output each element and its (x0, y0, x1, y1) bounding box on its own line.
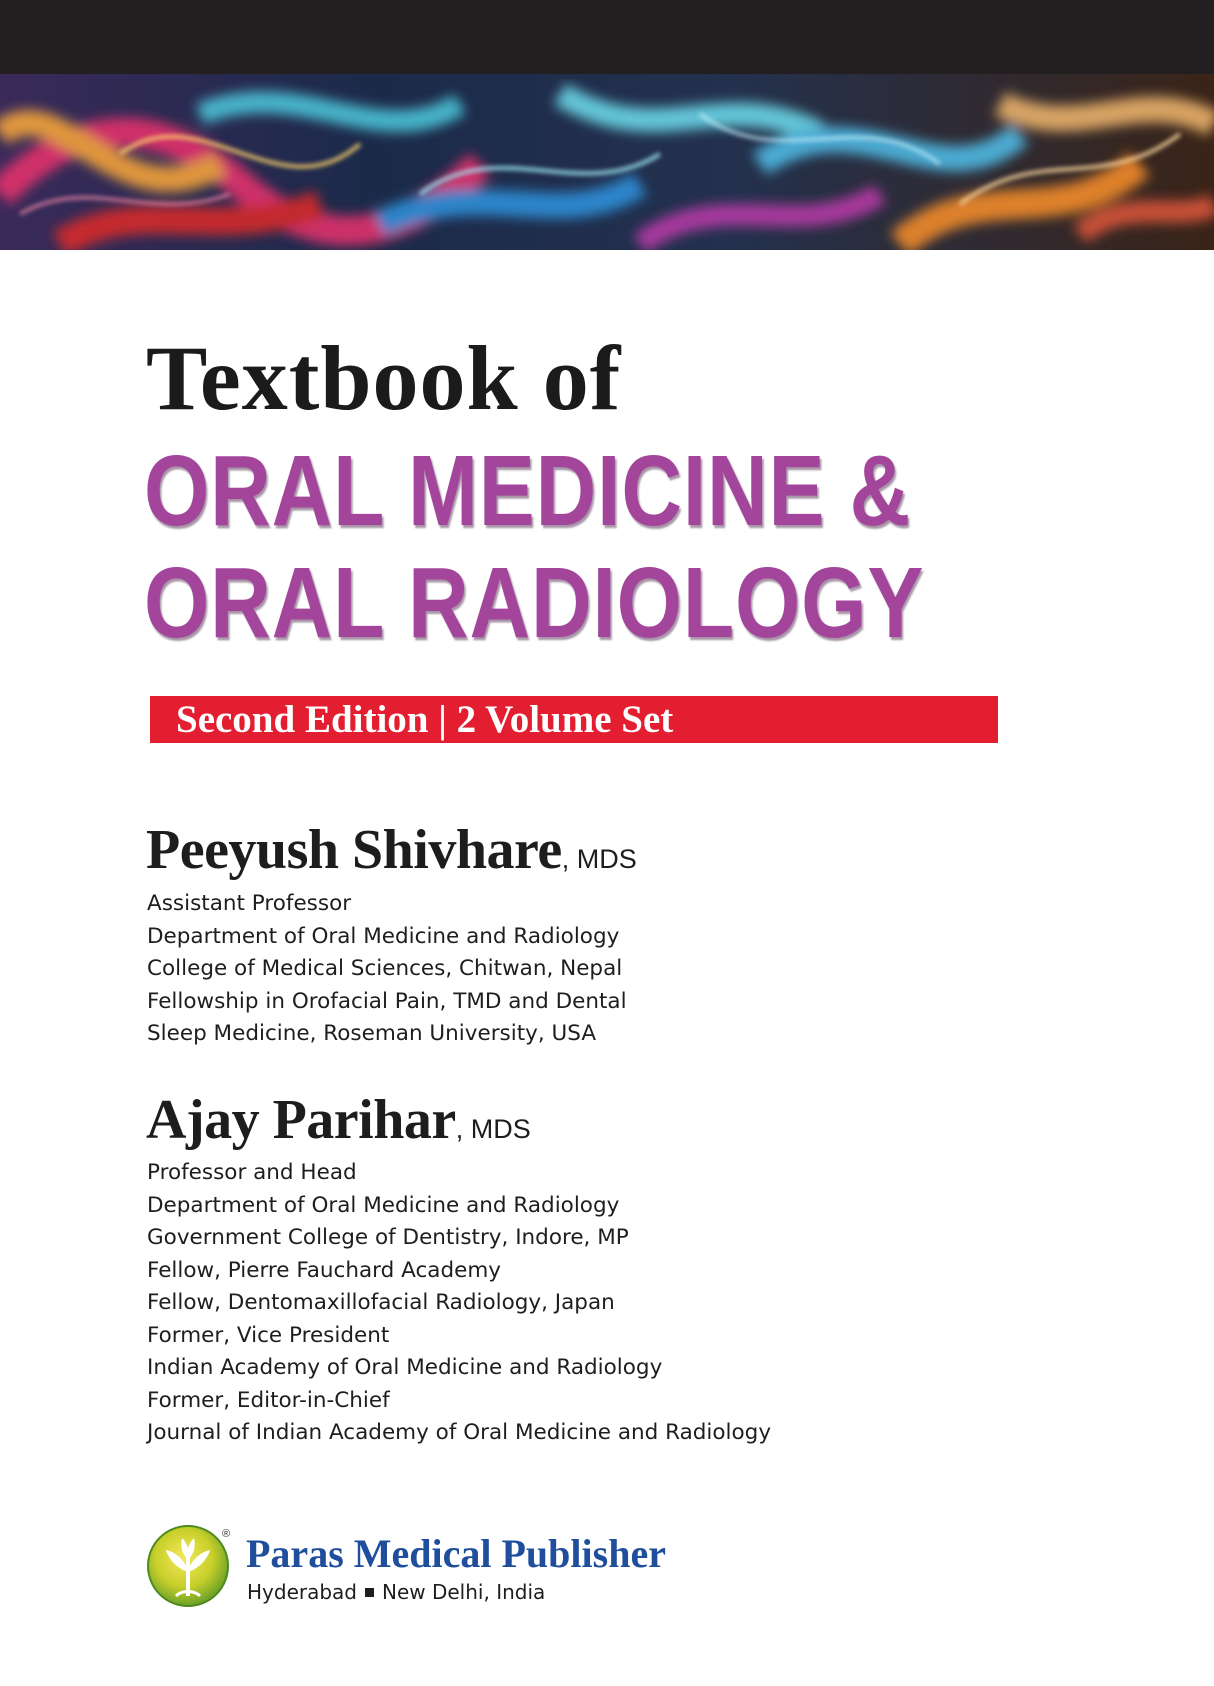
author-2-affiliations (147, 1157, 771, 1450)
author-1-name (146, 818, 637, 891)
affiliation-line: Sleep Medicine, Roseman University, USA (147, 1021, 597, 1046)
affiliation-line: Department of Oral Medicine and Radiology (147, 1192, 620, 1218)
affiliation-line: Indian Academy of Oral Medicine and Radiology (147, 1355, 663, 1380)
edition-banner (150, 696, 998, 743)
affiliation-line: Department of Oral Medicine and Radiology (147, 923, 620, 949)
title-oral-medicine: ORAL MEDICINE & (144, 435, 912, 547)
author-2-name-text: Ajay Parihar (146, 1089, 456, 1151)
top-dark-bar (0, 0, 1214, 74)
affiliation-line: College of Medical Sciences, Chitwan, Nepal (147, 956, 623, 981)
affiliation-line: Professor and Head (147, 1160, 357, 1185)
author-2-degree: , MDS (455, 1114, 531, 1144)
author-1-name-text: Peeyush Shivhare (146, 819, 562, 881)
title-oral-radiology: ORAL RADIOLOGY (144, 547, 925, 659)
title-textbook-of: Textbook of (146, 327, 622, 429)
affiliation-line: Assistant Professor (147, 891, 352, 916)
square-bullet-icon (365, 1588, 374, 1597)
affiliation-line: Fellowship in Orofacial Pain, TMD and Dental (147, 988, 627, 1014)
edition-label: Second Edition | 2 Volume Set (176, 698, 674, 741)
publisher-city-2: New Delhi, India (382, 1580, 546, 1604)
affiliation-line: Former, Editor-in-Chief (147, 1387, 390, 1413)
affiliation-line: Government College of Dentistry, Indore, MP (147, 1225, 629, 1250)
plant-sprout-icon (146, 1524, 230, 1608)
abstract-smoke-banner (0, 74, 1214, 250)
affiliation-line: Former, Vice President (147, 1322, 390, 1348)
author-1-degree: , MDS (561, 844, 637, 874)
affiliation-line: Fellow, Dentomaxillofacial Radiology, Japan (147, 1290, 615, 1315)
author-1-affiliations (147, 888, 627, 1051)
affiliation-line: Fellow, Pierre Fauchard Academy (147, 1257, 501, 1283)
publisher-city-1: Hyderabad (247, 1580, 357, 1604)
registered-mark: ® (222, 1528, 231, 1540)
affiliation-line: Journal of Indian Academy of Oral Medicine and Radiology (147, 1420, 772, 1445)
publisher-cities (247, 1578, 545, 1606)
author-2-name (146, 1088, 531, 1161)
publisher-name: Paras Medical Publisher (246, 1531, 666, 1576)
